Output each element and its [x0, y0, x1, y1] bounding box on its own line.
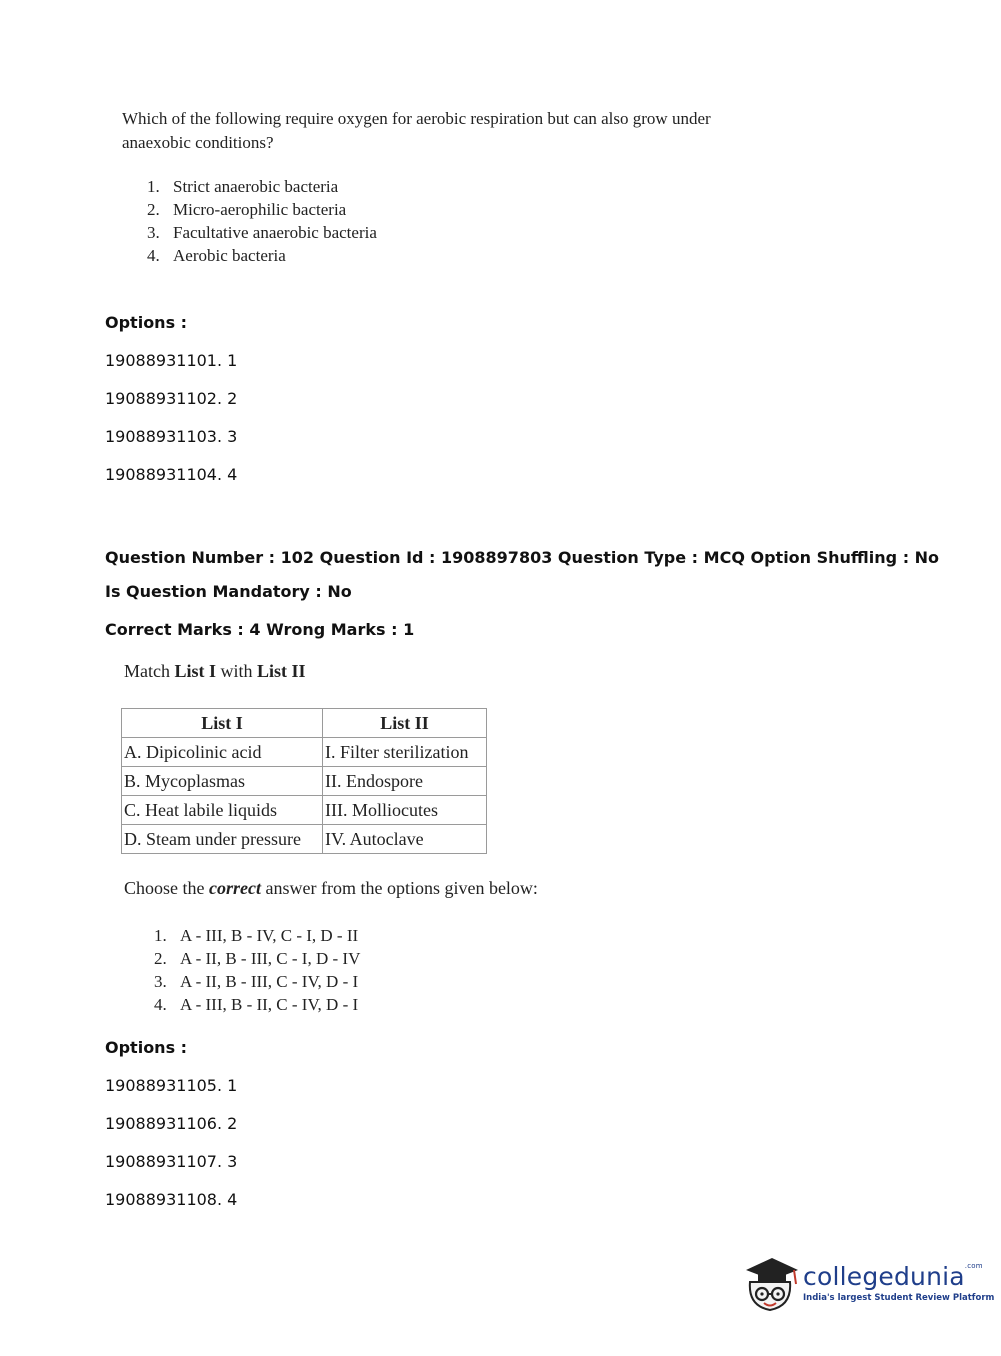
option-item: 19088931108. 4: [105, 1190, 238, 1209]
table-cell: B. Mycoplasmas: [122, 767, 323, 796]
question-meta: Question Number : 102 Question Id : 1908897803 Question Type : MCQ Option Shuffling : No: [105, 548, 940, 567]
option-item: 19088931107. 3: [105, 1152, 238, 1171]
table-cell: D. Steam under pressure: [122, 825, 323, 854]
brand-name: collegedunia$^{.com}$: [803, 1262, 983, 1291]
list-item: 1. Strict anaerobic bacteria: [147, 177, 339, 196]
table-header-row: [122, 709, 487, 738]
table-cell: II. Endospore: [323, 767, 487, 796]
list-item: 4. A - III, B - II, C - IV, D - I: [154, 995, 359, 1014]
list-item: 1. A - III, B - IV, C - I, D - II: [154, 926, 359, 945]
logo-text: [803, 1262, 994, 1303]
table-cell: IV. Autoclave: [323, 825, 487, 854]
table-cell: I. Filter sterilization: [323, 738, 487, 767]
brand-tagline: India's largest Student Review Platform: [803, 1293, 995, 1303]
table-cell: A. Dipicolinic acid: [122, 738, 323, 767]
question-marks: Correct Marks : 4 Wrong Marks : 1: [105, 620, 415, 639]
list-item: 3. Facultative anaerobic bacteria: [147, 223, 377, 242]
table-header: List II: [323, 709, 487, 738]
table-cell: III. Molliocutes: [323, 796, 487, 825]
list-item: 3. A - II, B - III, C - IV, D - I: [154, 972, 359, 991]
question-mandatory: Is Question Mandatory : No: [105, 582, 352, 601]
choose-instruction: Choose the correct answer from the options given below:: [124, 878, 538, 898]
table-row: [122, 767, 487, 796]
options-label: Options :: [105, 1038, 188, 1057]
answer-choices-list: [154, 924, 360, 1016]
option-item: 19088931101. 1: [105, 351, 238, 370]
list-item: 4. Aerobic bacteria: [147, 246, 286, 265]
option-item: 19088931104. 4: [105, 465, 238, 484]
list-item: 2. A - II, B - III, C - I, D - IV: [154, 949, 361, 968]
option-item: 19088931106. 2: [105, 1114, 238, 1133]
table-row: [122, 738, 487, 767]
option-item: 19088931102. 2: [105, 389, 238, 408]
table-cell: C. Heat labile liquids: [122, 796, 323, 825]
list-item: 2. Micro-aerophilic bacteria: [147, 200, 347, 219]
option-item: 19088931105. 1: [105, 1076, 238, 1095]
options-label: Options :: [105, 313, 188, 332]
table-header: List I: [122, 709, 323, 738]
option-item: 19088931103. 3: [105, 427, 238, 446]
table-row: [122, 796, 487, 825]
question-text: Which of the following require oxygen for aerobic respiration but can also grow under anaexobic conditions?: [122, 109, 711, 152]
match-instruction: Match List I with List II: [124, 661, 306, 681]
match-table: [121, 708, 487, 854]
question-items-list: [147, 175, 377, 267]
table-row: [122, 825, 487, 854]
